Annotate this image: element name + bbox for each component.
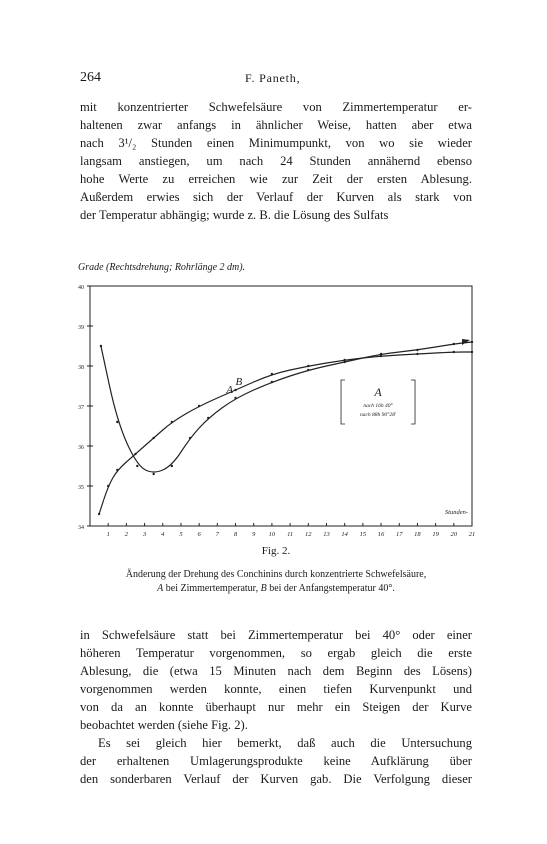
annotation-line: nach 88h 90°28' (359, 412, 397, 418)
data-point (453, 343, 455, 345)
data-point (416, 353, 418, 355)
series-label-a: A (226, 384, 234, 396)
x-tick-label: 12 (305, 531, 312, 538)
data-point (271, 373, 273, 375)
x-tick-label: 4 (161, 531, 165, 538)
data-point (207, 417, 209, 419)
data-point (307, 365, 309, 367)
x-tick-label: 18 (414, 531, 421, 538)
data-point (116, 421, 118, 423)
data-point (380, 355, 382, 357)
data-point (134, 453, 136, 455)
data-point (152, 437, 154, 439)
data-point (471, 351, 473, 353)
series-label-b: B (235, 376, 243, 388)
text-line: Außerdem erwies sich der Verlauf der Kurven als stark von (80, 190, 472, 204)
text-line: hohe Werte zu erreichen wie zur Zeit der ersten Ablesung. (80, 172, 472, 186)
series-line-a (101, 342, 472, 472)
x-tick-label: 11 (287, 531, 294, 538)
y-tick-label: 35 (78, 485, 84, 491)
paragraph-2 (80, 626, 472, 734)
x-tick-label: 15 (359, 531, 367, 538)
x-tick-label: 14 (341, 531, 348, 538)
data-point (234, 397, 236, 399)
page-number: 264 (80, 70, 101, 85)
text-line: den sonderbaren Verlauf der Kurven gab. Die Verfolgung dieser (80, 772, 472, 786)
data-point (189, 437, 191, 439)
paragraph-1 (80, 98, 472, 224)
data-point (171, 421, 173, 423)
data-point (100, 345, 102, 347)
x-tick-label: 5 (179, 531, 183, 538)
series-line-b (99, 352, 472, 514)
caption-series-a: A (157, 583, 164, 594)
text-line: in Schwefelsäure statt bei Zimmertemperatur bei 40° oder einer (80, 628, 472, 642)
data-point (234, 389, 236, 391)
x-tick-label: 20 (450, 531, 458, 538)
data-point (116, 469, 118, 471)
data-point (107, 485, 109, 487)
y-tick-label: 38 (78, 365, 84, 371)
data-point (198, 405, 200, 407)
y-tick-label: 34 (78, 525, 84, 531)
figure-y-label: Grade (Rechtsdrehung; Rohrlänge 2 dm). (78, 262, 246, 273)
figure-number: Fig. 2. (261, 545, 291, 557)
data-point (453, 351, 455, 353)
y-tick-label: 39 (78, 325, 84, 331)
y-tick-label: 37 (78, 405, 84, 411)
caption-series-b: B (260, 583, 267, 594)
x-tick-label: 21 (468, 531, 476, 538)
running-head: F. Paneth, (245, 71, 301, 85)
caption-line-2 (80, 582, 472, 596)
y-tick-label: 36 (78, 445, 84, 451)
x-tick-label: 16 (377, 531, 385, 538)
data-point (271, 381, 273, 383)
data-point (98, 513, 100, 515)
data-point (171, 465, 173, 467)
x-tick-label: 8 (233, 531, 238, 538)
paragraph-3 (80, 734, 472, 788)
x-tick-label: 6 (197, 531, 201, 538)
caption-text-b: bei der Anfangstemperatur 40°. (266, 583, 395, 594)
text-line: vorgenommen werden konnte, einen tiefen Kurvenpunkt und (80, 682, 472, 696)
figure-chart (70, 278, 480, 543)
data-point (307, 369, 309, 371)
annotation-bracket-left (341, 380, 345, 424)
y-tick-label: 40 (78, 285, 84, 291)
text-line: der Temperatur abhängig; wurde z. B. die Lösung des Sulfats (80, 208, 389, 222)
caption-line-1: Änderung der Drehung des Conchinins durch konzentrierte Schwefelsäure, (125, 569, 427, 580)
text-line: beobachtet werden (siehe Fig. 2). (80, 718, 248, 732)
text-line: der erhaltenen Umlagerungsprodukte keine Aufklärung über (80, 754, 472, 768)
x-tick-label: 1 (106, 531, 110, 538)
text-line: mit konzentrierter Schwefelsäure von Zimmertemperatur er- (80, 100, 472, 114)
text-line: nach 3¹/₂ Stunden einen Minimumpunkt, von wo sie wieder (80, 136, 472, 150)
x-tick-label: 3 (142, 531, 147, 538)
text-line: Es sei gleich hier bemerkt, daß auch die Untersuchung (98, 736, 472, 750)
x-tick-label: 13 (323, 531, 330, 538)
annotation-bracket-right (411, 380, 415, 424)
x-tick-label: 2 (124, 531, 129, 538)
x-axis-label: Stunden- (444, 509, 468, 516)
annotation-label: A (374, 385, 382, 399)
x-tick-label: 17 (395, 531, 403, 538)
data-point (136, 465, 138, 467)
x-tick-label: 9 (252, 531, 256, 538)
x-tick-label: 19 (432, 531, 439, 538)
text-line: haltenen zwar anfangs in ähnlicher Weise, hatten aber etwa (80, 118, 472, 132)
x-tick-label: 7 (215, 531, 219, 538)
text-line: von da an konnte überhaupt nur mehr ein Steigen der Kurve (80, 700, 472, 714)
text-line: langsam anstiegen, um nach 24 Stunden annähernd ebenso (80, 154, 472, 168)
figure-caption (80, 568, 472, 596)
caption-text-a: bei Zimmertemperatur, (163, 583, 261, 594)
page-header (80, 70, 480, 86)
annotation-line: nach 16h 40° (363, 403, 393, 409)
text-line: höheren Temperatur vorgenommen, so ergab gleich die erste (80, 646, 472, 660)
data-point (416, 349, 418, 351)
data-point (471, 341, 473, 343)
x-tick-label: 10 (268, 531, 276, 538)
data-point (343, 359, 345, 361)
data-point (152, 473, 154, 475)
text-line: Ablesung, die (etwa 15 Minuten nach dem Beginn des Lösens) (80, 664, 472, 678)
